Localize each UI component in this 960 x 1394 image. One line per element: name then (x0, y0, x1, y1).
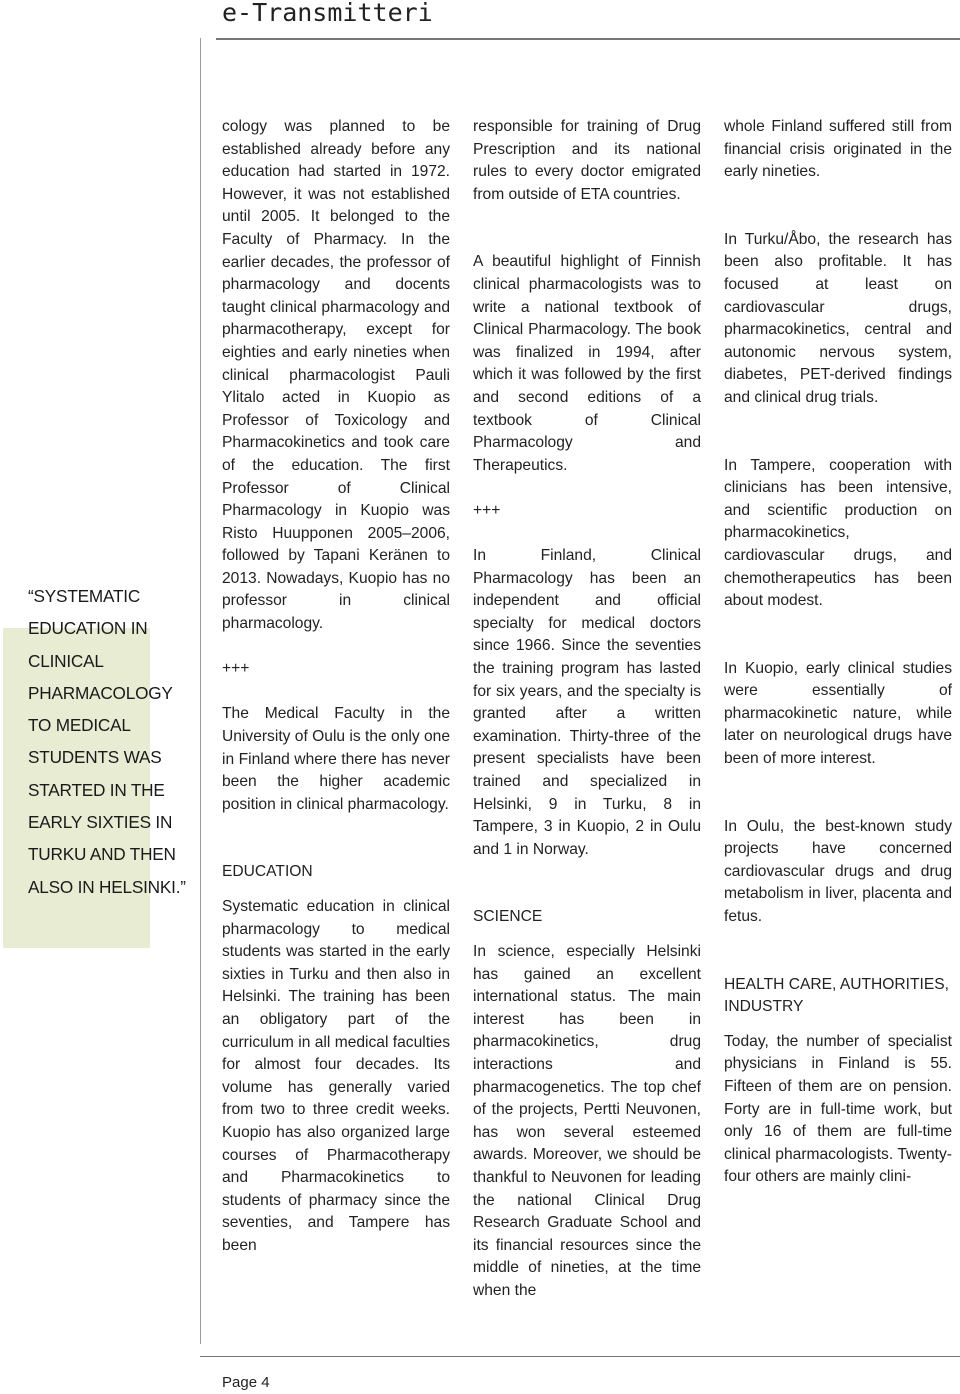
publication-title: e-Transmitteri (222, 0, 433, 27)
paragraph: In Finland, Clinical Pharmacology has been an independent and official specialty for medical doctors since 1966. Since the seventies the training program has lasted for six years, and the specialty is granted after a written examination. Thirty-three of the present specialists have been trained and specialized in Helsinki, 9 in Turku, 8 in Tampere, 3 in Kuopio, 2 in Oulu and 1 in Norway. (473, 547, 701, 858)
text-column-3 (724, 116, 952, 1189)
paragraph: cology was planned to be established already before any education had started in 1972. However, it was not established until 2005. It belonged to the Faculty of Pharmacy. In the earlier decades, the professor of pharmacology and docents taught clinical pharmacology and pharmacotherapy, except for eighties and early nineties when clinical pharmacologist Pauli Ylitalo acted in Kuopio as Professor of Toxicology and Pharmacokinetics and took care of the education. The first Professor of Clinical Pharmacology in Kuopio was Risto Huupponen 2005–2006, followed by Tapani Keränen to 2013. Nowadays, Kuopio has no professor in clinical pharmacology. (222, 118, 450, 633)
paragraph: Today, the number of specialist physicians in Finland is 55. Fifteen of them are on pension. Forty are in full-time work, but only 16 of them are full-time clinical pharmacologists. Twenty-four others are mainly clini- (724, 1032, 952, 1186)
paragraph: Systematic education in clinical pharmacology to medical students was started in the early sixties in Turku and then also in Helsinki. The training has been an obligatory part of the curriculum in all medical faculties for almost four decades. Its volume has generally varied from two to three credit weeks. Kuopio has also organized large courses of Pharmacotherapy and Pharmacokinetics to students of pharmacy since the seventies, and Tampere has been (222, 898, 450, 1254)
paragraph: A beautiful highlight of Finnish clinical pharmacologists was to write a national textbook of Clinical Pharmacology. The book was finalized in 1994, after which it was followed by the first and second editions of a textbook of Clinical Pharmacology and Therapeutics. (473, 253, 701, 474)
paragraph: The Medical Faculty in the University of Oulu is the only one in Finland where there has never been the higher academic position in clinical pharmacology. (222, 705, 450, 813)
column-divider (200, 38, 201, 1344)
footer-divider (200, 1356, 960, 1357)
section-heading-science: SCIENCE (473, 908, 543, 926)
paragraph: whole Finland suffered still from financial crisis originated in the early nineties. (724, 118, 952, 181)
paragraph: In Tampere, cooperation with clinicians has been intensive, and scientific production on pharmacokinetics, cardiovascular drugs, and chemotherapeutics has been about modest. (724, 456, 952, 610)
text-column-2 (473, 116, 701, 1303)
paragraph: In science, especially Helsinki has gained an excellent international status. The main interest has been in pharmacokinetics, drug interactions and pharmacogenetics. The top chef of the projects, Pertti Neuvonen, has won several esteemed awards. Moreover, we should be thankful to Neuvonen for leading the national Clinical Drug Research Graduate School and its financial resources since the middle of nineties, at the time when the (473, 943, 701, 1299)
section-separator: +++ (222, 660, 250, 678)
paragraph: In Kuopio, early clinical studies were essentially of pharmacokinetic nature, while later on neurological drugs have been of more interest. (724, 659, 952, 768)
page-header (216, 0, 960, 40)
text-column-1 (222, 116, 450, 1258)
section-heading-education: EDUCATION (222, 863, 313, 881)
pull-quote: “SYSTEMATIC EDUCATION IN CLINICAL PHARMACOLOGY TO MEDICAL STUDENTS WAS STARTED IN THE EARLY SIXTIES IN TURKU AND THEN ALSO IN HELSINKI.” (28, 586, 186, 897)
page-number: Page 4 (222, 1374, 270, 1391)
section-separator: +++ (473, 501, 501, 519)
paragraph: In Oulu, the best-known study projects have concerned cardiovascular drugs and drug metabolism in liver, placenta and fetus. (724, 817, 952, 926)
paragraph: In Turku/Åbo, the research has been also profitable. It has focused at least on cardiovascular drugs, pharmacokinetics, central and autonomic nervous system, diabetes, PET-derived findings and clinical drug trials. (724, 230, 952, 406)
section-heading-health-care: HEALTH CARE, AUTHORITIES, INDUSTRY (724, 975, 949, 1016)
paragraph: responsible for training of Drug Prescription and its national rules to every doctor emigrated from outside of ETA countries. (473, 118, 701, 203)
